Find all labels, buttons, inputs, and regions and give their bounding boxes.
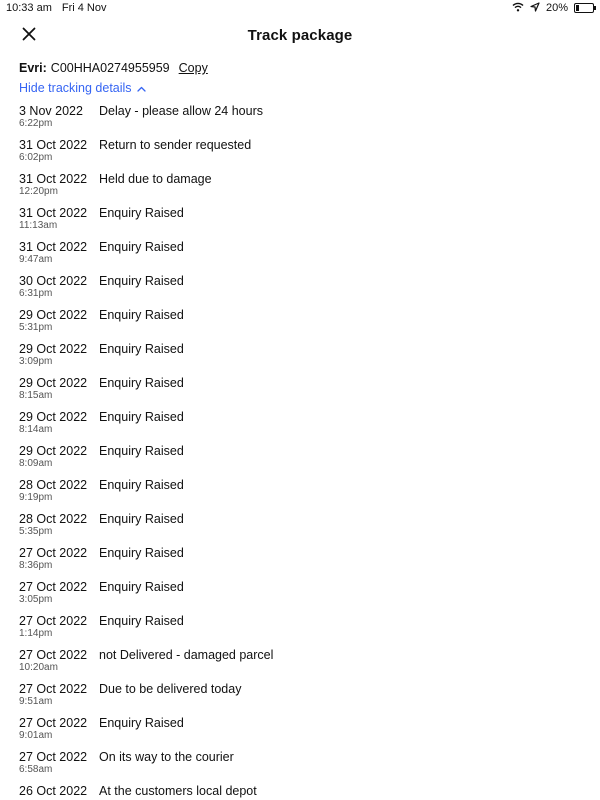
event-date: 27 Oct 2022 <box>19 580 88 594</box>
event-description: Enquiry Raised <box>99 546 184 560</box>
event-date: 3 Nov 2022 <box>19 104 83 118</box>
tracking-event-row <box>0 750 600 784</box>
event-time: 9:19pm <box>19 492 53 503</box>
event-date-column <box>19 342 99 376</box>
tracking-number: C00HHA0274955959 <box>50 61 170 75</box>
event-date: 27 Oct 2022 <box>19 716 88 730</box>
battery-fill <box>576 5 579 11</box>
event-time: 8:09am <box>19 458 53 469</box>
event-description: Enquiry Raised <box>99 376 184 390</box>
battery-percent: 20% <box>545 2 568 14</box>
event-description: Enquiry Raised <box>99 580 184 594</box>
status-left <box>6 2 107 14</box>
event-description: Held due to damage <box>99 172 212 186</box>
event-date: 27 Oct 2022 <box>19 614 88 628</box>
event-date-column <box>19 478 99 512</box>
event-date-column <box>19 138 99 172</box>
event-time: 3:09pm <box>19 356 53 367</box>
event-time: 8:14am <box>19 424 53 435</box>
event-date-column <box>19 580 99 614</box>
event-time: 1:14pm <box>19 628 53 639</box>
event-time: 6:58am <box>19 764 53 775</box>
tracking-event-row <box>0 648 600 682</box>
event-date-column <box>19 716 99 750</box>
carrier-name: Evri: <box>19 61 47 75</box>
event-date-column <box>19 104 99 138</box>
event-date-column <box>19 546 99 580</box>
event-time: 9:01am <box>19 730 53 741</box>
event-time: 8:15am <box>19 390 53 401</box>
event-date-column <box>19 750 99 784</box>
status-date: Fri 4 Nov <box>61 2 107 14</box>
event-date-column <box>19 274 99 308</box>
event-date: 27 Oct 2022 <box>19 546 88 560</box>
event-date-column <box>19 784 99 800</box>
event-description: At the customers local depot <box>99 784 257 798</box>
event-date-column <box>19 512 99 546</box>
event-description: Delay - please allow 24 hours <box>99 104 263 118</box>
hide-tracking-details-link[interactable] <box>0 78 600 98</box>
tracking-event-row <box>0 410 600 444</box>
event-description: Due to be delivered today <box>99 682 242 696</box>
tracking-event-row <box>0 240 600 274</box>
event-time: 9:51am <box>19 696 53 707</box>
event-date-column <box>19 206 99 240</box>
tracking-event-row <box>0 342 600 376</box>
event-date-column <box>19 444 99 478</box>
close-button[interactable] <box>18 25 40 47</box>
event-time: 5:35pm <box>19 526 53 537</box>
event-date: 29 Oct 2022 <box>19 308 88 322</box>
event-description: Enquiry Raised <box>99 206 184 220</box>
tracking-event-row <box>0 172 600 206</box>
event-description: Enquiry Raised <box>99 478 184 492</box>
tracking-event-row <box>0 104 600 138</box>
event-date-column <box>19 648 99 682</box>
carrier-line <box>0 54 600 78</box>
event-description: Enquiry Raised <box>99 444 184 458</box>
copy-link[interactable]: Copy <box>178 61 208 75</box>
tracking-event-row <box>0 580 600 614</box>
event-date: 30 Oct 2022 <box>19 274 88 288</box>
event-date: 29 Oct 2022 <box>19 410 88 424</box>
event-time: 8:36pm <box>19 560 53 571</box>
tracking-event-row <box>0 138 600 172</box>
event-date: 31 Oct 2022 <box>19 240 88 254</box>
event-date: 27 Oct 2022 <box>19 750 88 764</box>
tracking-event-row <box>0 274 600 308</box>
event-date: 27 Oct 2022 <box>19 648 88 662</box>
event-date: 31 Oct 2022 <box>19 206 88 220</box>
tracking-event-row <box>0 376 600 410</box>
event-time: 6:22pm <box>19 118 53 129</box>
hide-tracking-details-label: Hide tracking details <box>19 81 132 95</box>
event-description: Enquiry Raised <box>99 512 184 526</box>
tracking-event-row <box>0 546 600 580</box>
tracking-event-row <box>0 444 600 478</box>
event-description: Enquiry Raised <box>99 410 184 424</box>
event-time: 5:31pm <box>19 322 53 333</box>
event-time: 9:47am <box>19 254 53 265</box>
event-description: Return to sender requested <box>99 138 252 152</box>
tracking-event-row <box>0 512 600 546</box>
tracking-event-row <box>0 206 600 240</box>
header <box>0 16 600 54</box>
event-time: 10:20am <box>19 662 58 673</box>
tracking-event-row <box>0 682 600 716</box>
event-time: 6:02pm <box>19 152 53 163</box>
tracking-event-row <box>0 308 600 342</box>
status-bar <box>0 0 600 16</box>
event-date: 31 Oct 2022 <box>19 172 88 186</box>
tracking-event-row <box>0 614 600 648</box>
event-date-column <box>19 376 99 410</box>
status-right <box>512 2 594 15</box>
event-description: Enquiry Raised <box>99 308 184 322</box>
event-date: 31 Oct 2022 <box>19 138 88 152</box>
event-description: Enquiry Raised <box>99 342 184 356</box>
event-description: Enquiry Raised <box>99 274 184 288</box>
event-date: 29 Oct 2022 <box>19 342 88 356</box>
event-time: 3:05pm <box>19 594 53 605</box>
event-date: 29 Oct 2022 <box>19 444 88 458</box>
event-time: 11:13am <box>19 220 58 231</box>
tracking-events-list <box>0 104 600 800</box>
wifi-icon <box>512 2 524 15</box>
event-date-column <box>19 240 99 274</box>
tracking-event-row <box>0 784 600 800</box>
event-date: 28 Oct 2022 <box>19 512 88 526</box>
event-description: Enquiry Raised <box>99 716 184 730</box>
event-date: 26 Oct 2022 <box>19 784 88 798</box>
event-date-column <box>19 410 99 444</box>
event-date: 29 Oct 2022 <box>19 376 88 390</box>
event-date: 27 Oct 2022 <box>19 682 88 696</box>
event-description: Enquiry Raised <box>99 240 184 254</box>
event-time: 12:20pm <box>19 186 58 197</box>
event-date-column <box>19 308 99 342</box>
chevron-up-icon <box>132 81 146 95</box>
event-description: not Delivered - damaged parcel <box>99 648 274 662</box>
tracking-event-row <box>0 478 600 512</box>
event-date-column <box>19 682 99 716</box>
page-title: Track package <box>247 26 353 44</box>
event-time: 6:31pm <box>19 288 53 299</box>
tracking-event-row <box>0 716 600 750</box>
event-description: Enquiry Raised <box>99 614 184 628</box>
battery-icon <box>574 3 594 13</box>
event-date-column <box>19 614 99 648</box>
location-arrow-icon <box>530 2 540 15</box>
event-date-column <box>19 172 99 206</box>
event-date: 28 Oct 2022 <box>19 478 88 492</box>
close-icon <box>22 27 36 46</box>
status-time: 10:33 am <box>6 2 52 14</box>
event-description: On its way to the courier <box>99 750 234 764</box>
